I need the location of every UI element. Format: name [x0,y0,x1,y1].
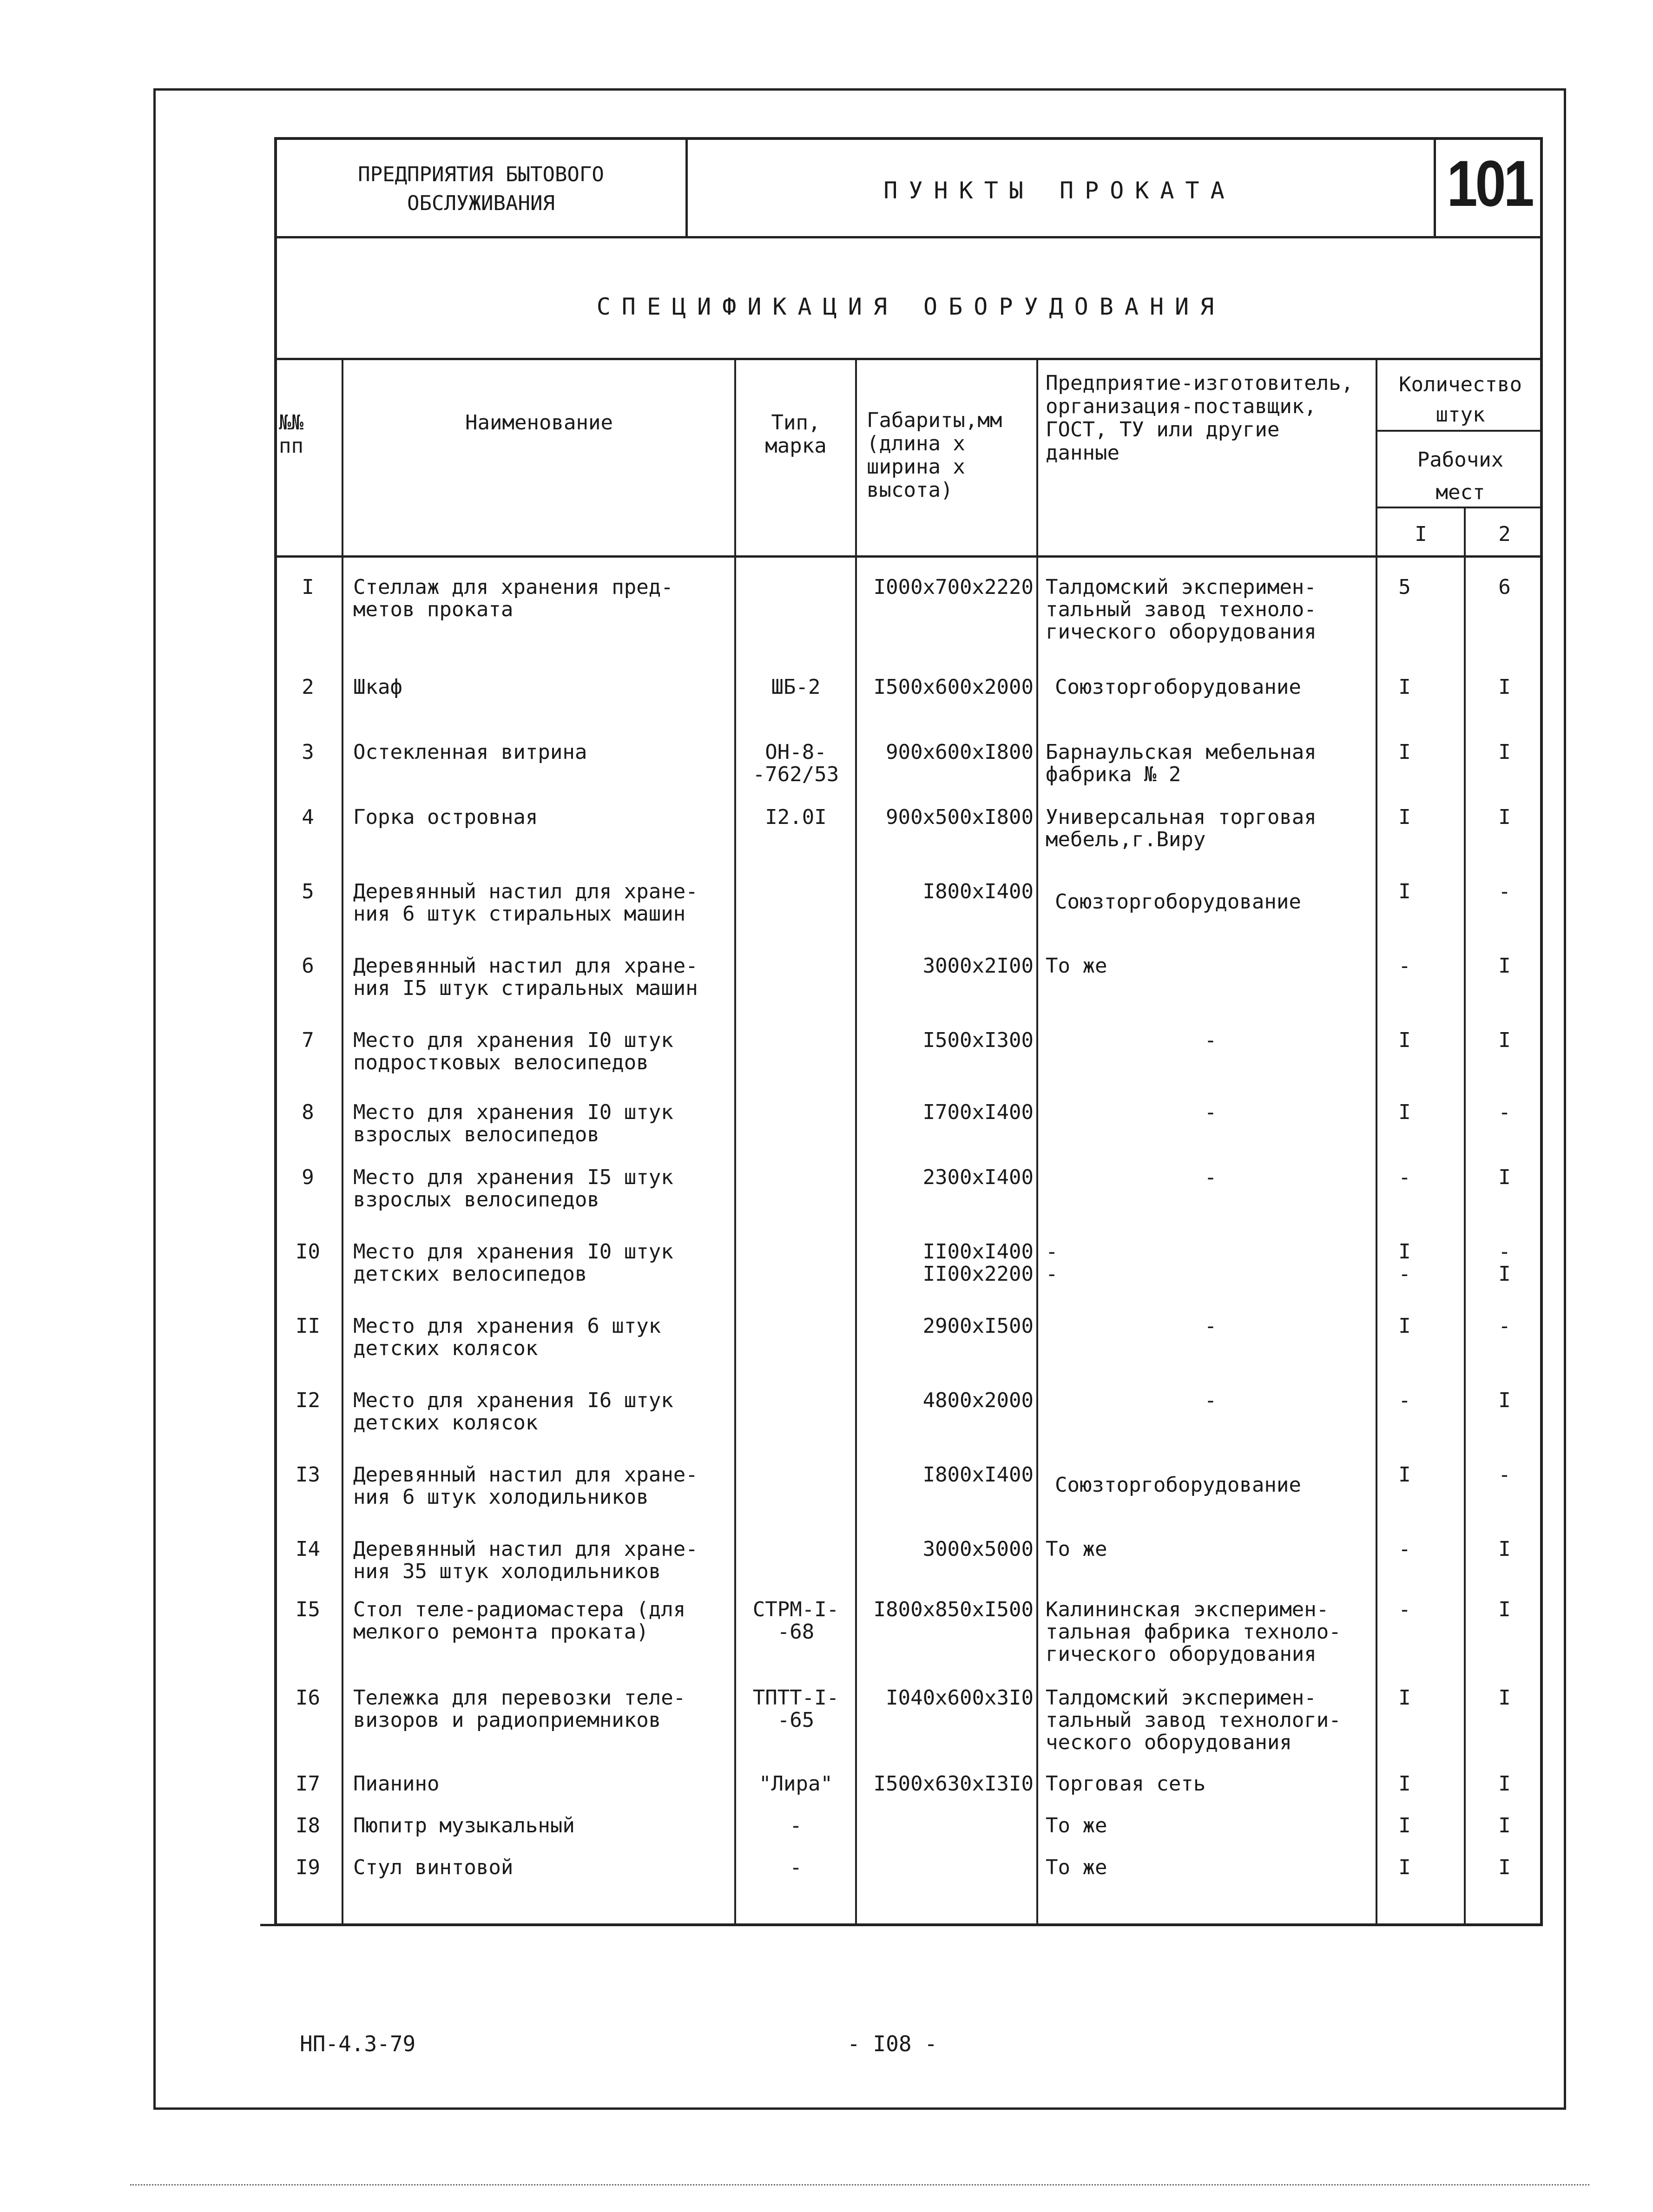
cell-line: I [1398,1686,1411,1710]
cell-maker [1046,576,1376,643]
cell-num [274,955,342,977]
cell-line: I [1498,1389,1511,1412]
cell-name [353,806,734,829]
cell-line: Деревянный настил для хране- [353,1463,698,1487]
cell-line: Деревянный настил для хране- [353,880,698,903]
col-header-num: №№ пп [279,411,303,458]
cell-line: То же [1046,1856,1107,1879]
cell-q2 [1466,1166,1543,1189]
cell-num [274,1241,342,1263]
cell-line: I [1498,1537,1511,1561]
cell-line: -65 [777,1708,815,1732]
cell-line: 2300xI400 [922,1165,1034,1189]
cell-line: Деревянный настил для хране- [353,954,698,978]
cell-q1 [1378,1101,1431,1124]
col-header-places: Рабочих мест [1417,448,1504,504]
cell-line: Талдомский эксперимен- [1046,1686,1317,1710]
cell-dims [857,1166,1036,1189]
cell-name [353,955,734,1000]
cell-line: метов проката [353,598,514,621]
cell-maker [1046,1599,1376,1666]
cell-dims [857,1599,1036,1621]
cell-line: I800xI400 [922,1463,1034,1487]
cell-line: 6 [302,954,314,978]
cell-num [274,1464,342,1486]
cell-maker [1046,1389,1376,1412]
cell-line: - [1398,1537,1411,1561]
cell-maker [1046,1166,1376,1189]
cell-line: I [1498,1772,1511,1796]
cell-line: Стеллаж для хранения пред- [353,575,673,599]
cell-q1 [1378,806,1431,829]
cell-q1 [1378,1389,1431,1412]
cell-line: Калининская эксперимен- [1046,1598,1329,1621]
cell-q2 [1466,1687,1543,1709]
cell-line: ния I5 штук стиральных машин [353,976,698,1000]
page-number: - I08 - [847,2031,937,2056]
cell-line: 2900xI500 [922,1314,1034,1338]
cell-type [737,1599,855,1643]
cell-line: I [1398,740,1411,764]
cell-name [353,1101,734,1146]
cell-line: I6 [296,1686,320,1710]
cell-line: - [1046,1262,1058,1286]
col-sep-name [734,358,736,1926]
cell-line: I [1398,1814,1411,1837]
cell-line: I [302,575,314,599]
table-header-bottom-line [274,555,1543,558]
cell-maker [1046,1773,1376,1795]
cell-line: I [1398,805,1411,829]
cell-line: Место для хранения I6 штук [353,1389,673,1412]
cell-dims [857,1029,1036,1052]
cell-line: Торговая сеть [1046,1772,1206,1796]
cell-line: ческого оборудования [1046,1731,1292,1754]
cell-num [274,881,342,903]
cell-line: мебель,г.Виру [1046,828,1206,851]
cell-dims [857,741,1036,764]
cell-maker [1055,1474,1385,1496]
cell-dims [857,1773,1036,1795]
cell-q1 [1378,1856,1431,1879]
cell-q2 [1466,676,1543,698]
cell-line: То же [1046,1537,1107,1561]
cell-name [353,1687,734,1731]
cell-q2 [1466,1856,1543,1879]
cell-name [353,576,734,621]
cell-line: II [296,1314,320,1338]
cell-q2 [1466,1599,1543,1621]
cell-type [737,1856,855,1879]
cell-q1 [1378,1599,1431,1621]
cell-line: I700xI400 [922,1100,1034,1124]
cell-line: I8 [296,1814,320,1837]
cell-line: II00xI400 [922,1240,1034,1264]
cell-name [353,1029,734,1074]
cell-line: I [1498,1262,1511,1286]
col-header-q2: 2 [1498,522,1511,546]
cell-line: I040x600x3I0 [886,1686,1034,1710]
cell-line: - [1498,1100,1511,1124]
cell-dims [857,1389,1036,1412]
cell-line: ОН-8- [765,740,827,764]
cell-line: взрослых велосипедов [353,1123,599,1146]
cell-line: I [1498,954,1511,978]
cell-line: II00x2200 [922,1262,1034,1286]
cell-line: I [1498,1165,1511,1189]
col-header-maker: Предприятие-изготовитель, организация-поставщик, ГОСТ, ТУ или другие данные [1046,371,1354,465]
cell-q2 [1466,955,1543,977]
cell-line: - [1398,1389,1411,1412]
cell-type [737,1687,855,1731]
cell-num [274,1815,342,1837]
cell-line: 5 [1398,575,1411,599]
cell-maker [1046,1538,1376,1560]
cell-q2 [1466,1241,1543,1285]
cell-line: тальная фабрика техноло- [1046,1620,1341,1644]
cell-line: I500x600x2000 [873,675,1034,699]
cell-name [353,1538,734,1583]
cell-type [737,741,855,786]
cell-line: 2 [302,675,314,699]
cell-line: - [1398,1598,1411,1621]
cell-type [737,676,855,698]
cell-maker [1046,1315,1376,1337]
cell-line: тальный завод техноло- [1046,598,1317,621]
cell-num [274,676,342,698]
cell-line: Остекленная витрина [353,740,587,764]
cell-line: I500xI300 [922,1028,1034,1052]
cell-name [353,1599,734,1643]
cell-line: Пюпитр музыкальный [353,1814,575,1837]
organization-name: ПРЕДПРИЯТИЯ БЫТОВОГО ОБСЛУЖИВАНИЯ [358,163,604,215]
cell-line: - [1498,1240,1511,1264]
cell-line: Талдомский эксперимен- [1046,575,1317,599]
col-sep-maker [1376,358,1377,1926]
cell-line: визоров и радиоприемников [353,1708,661,1732]
cell-q1 [1378,1029,1431,1052]
cell-q1 [1378,1464,1431,1486]
cell-line: То же [1046,954,1107,978]
cell-q2 [1466,1464,1543,1486]
cell-line: I500x630xI3I0 [873,1772,1034,1796]
cell-name [353,881,734,925]
cell-num [274,1856,342,1879]
cell-num [274,1029,342,1052]
cell-line: детских велосипедов [353,1262,587,1286]
cell-dims [857,881,1036,903]
cell-line: I [1498,1028,1511,1052]
cell-line: Универсальная торговая [1046,805,1317,829]
cell-line: детских колясок [353,1336,538,1360]
cell-num [274,1687,342,1709]
cell-line: -68 [777,1620,815,1644]
cell-line: I800x850xI500 [873,1598,1034,1621]
cell-q1 [1378,741,1431,764]
cell-line: I2.0I [765,805,827,829]
cell-name [353,1464,734,1508]
cell-line: - [1204,1165,1217,1189]
cell-q2 [1466,1315,1543,1337]
cell-line: Шкаф [353,675,402,699]
col-sep-type [855,358,857,1926]
header-divider [274,236,1543,238]
cell-line: подростковых велосипедов [353,1051,649,1074]
cell-line: гического оборудования [1046,1642,1317,1666]
cell-line: I3 [296,1463,320,1487]
cell-type [737,1773,855,1795]
cell-line: I7 [296,1772,320,1796]
cell-maker [1046,1856,1376,1879]
col-header-name: Наименование [465,411,613,434]
cell-q2 [1466,741,1543,764]
cell-line: - [1498,880,1511,903]
cell-line: I2 [296,1389,320,1412]
cell-q2 [1466,881,1543,903]
cell-line: Место для хранения I0 штук [353,1100,673,1124]
cell-dims [857,1687,1036,1709]
cell-maker [1046,806,1376,851]
cell-name [353,741,734,764]
cell-dims [857,576,1036,599]
cell-num [274,806,342,829]
cell-name [353,1241,734,1285]
col-sep-num [342,358,343,1926]
cell-maker [1046,1029,1376,1052]
cell-line: I [1398,1240,1411,1264]
col-sep-qty [1464,507,1466,1926]
cell-q2 [1466,1538,1543,1560]
cell-line: СТРМ-I- [752,1598,839,1621]
cell-num [274,1538,342,1560]
cell-line: 3000x2I00 [922,954,1034,978]
cell-line: I4 [296,1537,320,1561]
cell-line: Горка островная [353,805,538,829]
cell-q2 [1466,1389,1543,1412]
cell-line: Деревянный настил для хране- [353,1537,698,1561]
cell-line: - [1204,1100,1217,1124]
cell-q1 [1378,1241,1431,1285]
cell-maker [1046,1687,1376,1754]
cell-q2 [1466,1773,1543,1795]
cell-dims [857,1538,1036,1560]
cell-line: Место для хранения I5 штук [353,1165,673,1189]
cell-q1 [1378,576,1431,599]
document-code: НП-4.3-79 [300,2031,416,2056]
cell-line: Стол теле-радиомастера (для [353,1598,686,1621]
cell-dims [857,1101,1036,1124]
cell-name [353,1166,734,1211]
cell-line: Союзторгоборудование [1055,1473,1301,1497]
cell-num [274,1101,342,1124]
cell-q1 [1378,1538,1431,1560]
cell-q2 [1466,1101,1543,1124]
cut-line [130,2184,1589,2186]
cell-line: 900x500xI800 [886,805,1034,829]
cell-type [737,806,855,829]
cell-dims [857,1315,1036,1337]
cell-num [274,1389,342,1412]
cell-line: 8 [302,1100,314,1124]
cell-line: 900x600xI800 [886,740,1034,764]
cell-num [274,576,342,599]
cell-line: То же [1046,1814,1107,1837]
cell-line: - [1204,1028,1217,1052]
cell-line: 4800x2000 [922,1389,1034,1412]
cell-line: - [1398,1262,1411,1286]
cell-line: 9 [302,1165,314,1189]
cell-maker [1055,891,1385,913]
cell-q2 [1466,576,1543,599]
cell-line: Пианино [353,1772,440,1796]
cell-line: - [1204,1314,1217,1338]
cell-dims [857,1241,1036,1285]
col-header-dims: Габариты,мм (длина х ширина х высота) [867,408,1002,502]
cell-line: Место для хранения I0 штук [353,1240,673,1264]
cell-line: гического оборудования [1046,620,1317,644]
cell-line: взрослых велосипедов [353,1188,599,1211]
cell-line: 6 [1498,575,1511,599]
cell-name [353,1815,734,1837]
cell-line: ния 6 штук холодильников [353,1485,649,1509]
cell-line: - [1498,1463,1511,1487]
cell-maker [1046,1815,1376,1837]
cell-line: ТПТТ-I- [752,1686,839,1710]
cell-q1 [1378,1773,1431,1795]
cell-line: Тележка для перевозки теле- [353,1686,686,1710]
cell-line: I9 [296,1856,320,1879]
cell-line: - [1398,1165,1411,1189]
table-bottom-line [260,1924,1543,1926]
col-header-q1: I [1415,522,1427,546]
cell-line: фабрика № 2 [1046,763,1181,786]
cell-name [353,1315,734,1360]
section-title: ПУНКТЫ ПРОКАТА [883,177,1236,204]
cell-q1 [1378,881,1431,903]
cell-line: I5 [296,1598,320,1621]
cell-name [353,1389,734,1434]
cell-line: 7 [302,1028,314,1052]
cell-dims [857,676,1036,698]
cell-line: ния 35 штук холодильников [353,1560,661,1583]
cell-line: I [1498,1856,1511,1879]
qty-sub-line [1376,430,1543,432]
cell-num [274,1599,342,1621]
cell-line: I [1498,1686,1511,1710]
cell-q2 [1466,1029,1543,1052]
cell-line: -762/53 [752,763,839,786]
cell-line: Место для хранения I0 штук [353,1028,673,1052]
cell-name [353,1856,734,1879]
cell-num [274,741,342,764]
cell-line: I [1498,1598,1511,1621]
cell-line: ния 6 штук стиральных машин [353,902,686,926]
cell-name [353,1773,734,1795]
cell-line: I [1498,805,1511,829]
cell-line: I [1398,1772,1411,1796]
col-header-type: Тип, марка [765,411,827,458]
table-top-line [274,358,1543,360]
cell-line: I [1398,1463,1411,1487]
cell-dims [857,955,1036,977]
cell-maker [1046,1241,1376,1285]
cell-line: - [1498,1314,1511,1338]
cell-q1 [1378,1315,1431,1337]
cell-line: I0 [296,1240,320,1264]
cell-maker [1046,955,1376,977]
cell-line: I [1398,1100,1411,1124]
cell-line: 4 [302,805,314,829]
cell-line: I [1398,880,1411,903]
cell-line: детских колясок [353,1411,538,1435]
document-title: СПЕЦИФИКАЦИЯ ОБОРУДОВАНИЯ [596,293,1225,320]
cell-dims [857,806,1036,829]
cell-line: - [790,1856,802,1879]
cell-num [274,1773,342,1795]
cell-line: Союзторгоборудование [1055,675,1301,699]
cell-maker [1046,741,1376,786]
cell-num [274,1166,342,1189]
cell-line: I [1398,675,1411,699]
cell-line: 5 [302,880,314,903]
sheet-number: 101 [1447,147,1532,220]
cell-line: - [790,1814,802,1837]
cell-line: - [1204,1389,1217,1412]
header-sep-2 [1434,137,1436,237]
cell-line: I800xI400 [922,880,1034,903]
col-sep-dims [1036,358,1038,1926]
cell-line: - [1398,954,1411,978]
cell-line: 3 [302,740,314,764]
cell-q1 [1378,676,1431,698]
cell-line: Место для хранения 6 штук [353,1314,661,1338]
cell-line: Стул винтовой [353,1856,514,1879]
cell-line: Барнаульская мебельная [1046,740,1317,764]
cell-type [737,1815,855,1837]
cell-q1 [1378,1687,1431,1709]
cell-line: I [1498,1814,1511,1837]
cell-num [274,1315,342,1337]
col-header-qty: Количество штук [1399,373,1522,427]
cell-q2 [1466,806,1543,829]
cell-line: мелкого ремонта проката) [353,1620,649,1644]
cell-line: 3000x5000 [922,1537,1034,1561]
cell-line: I [1398,1856,1411,1879]
cell-line: I000x700x2220 [873,575,1034,599]
cell-dims [857,1464,1036,1486]
cell-line: I [1498,740,1511,764]
cell-q1 [1378,1166,1431,1189]
cell-line: I [1498,675,1511,699]
cell-line: I [1398,1028,1411,1052]
cell-maker [1046,1101,1376,1124]
cell-name [353,676,734,698]
cell-q2 [1466,1815,1543,1837]
cell-line: тальный завод технологи- [1046,1708,1341,1732]
cell-q1 [1378,955,1431,977]
cell-line: Союзторгоборудование [1055,890,1301,914]
cell-line: - [1046,1240,1058,1264]
cell-line: I [1398,1314,1411,1338]
cell-maker [1055,676,1385,698]
cell-line: ШБ-2 [771,675,821,699]
cell-q1 [1378,1815,1431,1837]
cell-line: "Лира" [759,1772,833,1796]
